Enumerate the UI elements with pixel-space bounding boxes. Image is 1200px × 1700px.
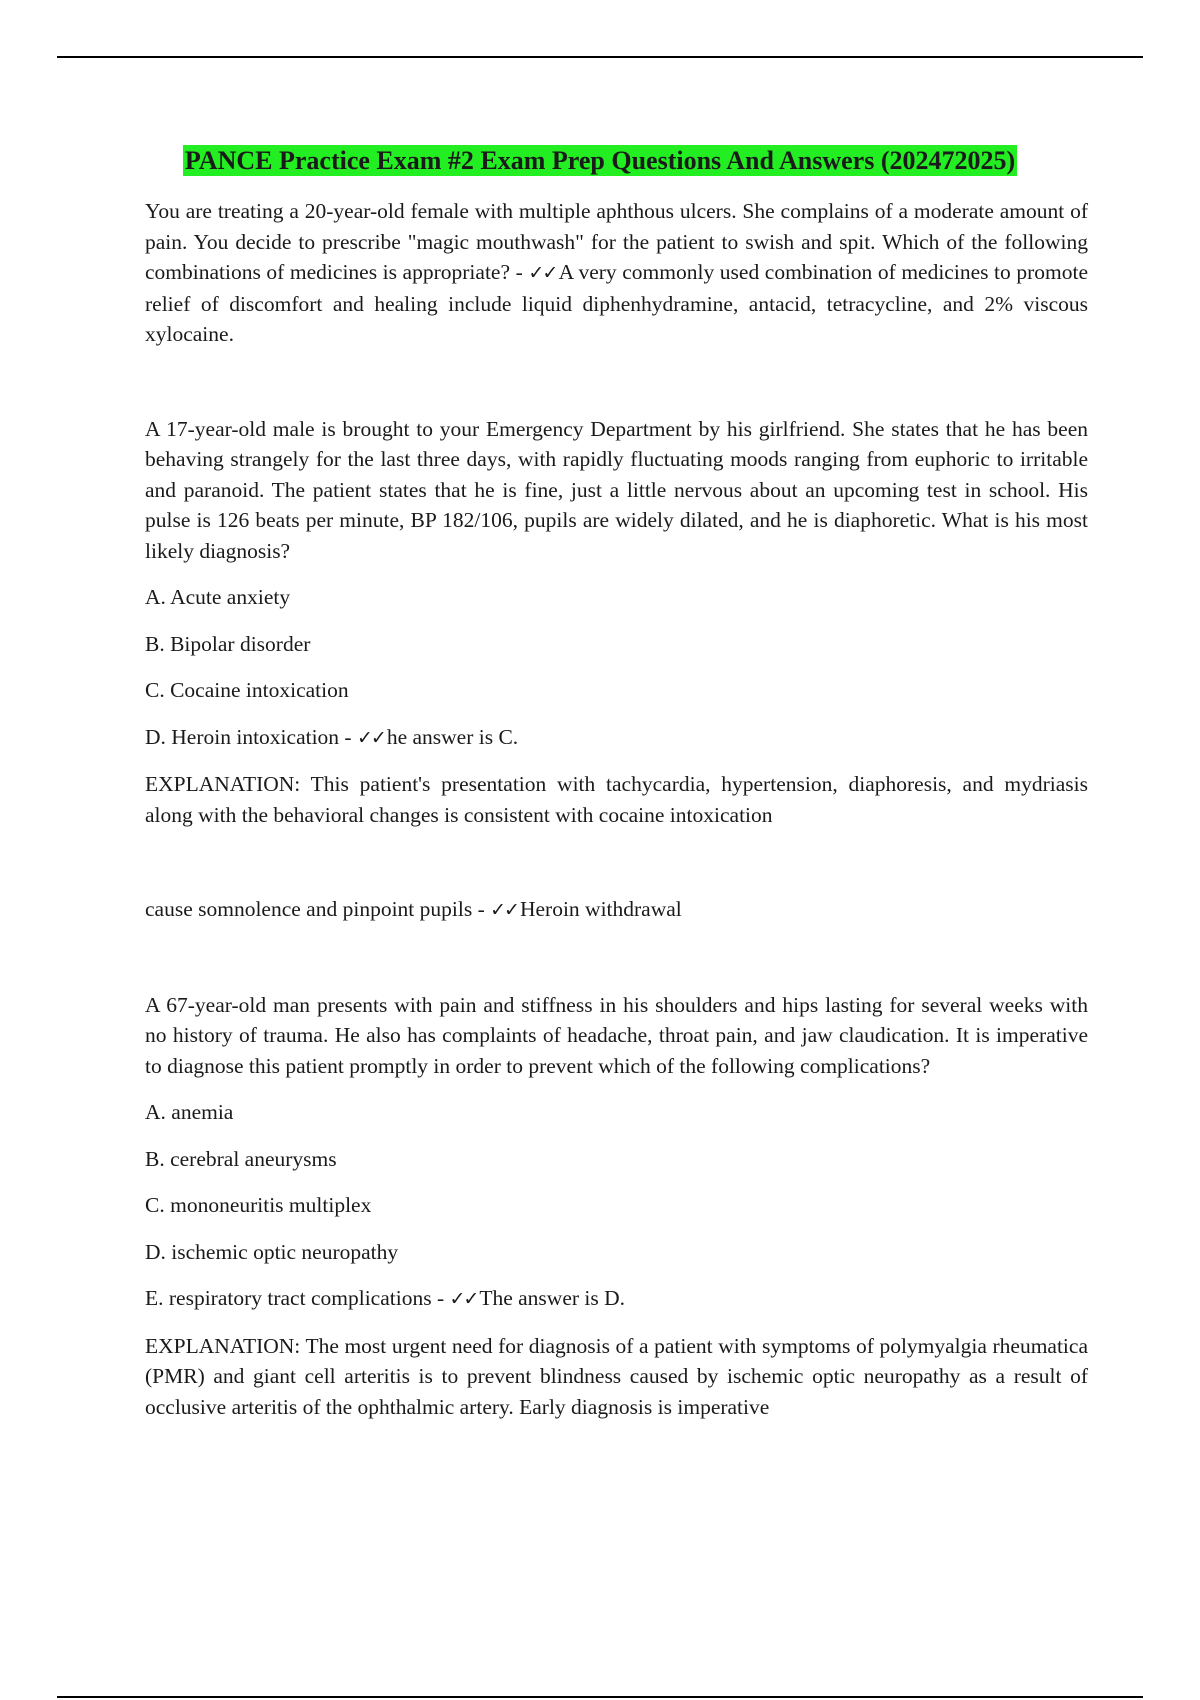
question-4-option-c: C. mononeuritis multiplex (145, 1193, 372, 1217)
question-4-text: A 67-year-old man presents with pain and stiffness in his shoulders and hips lasting for several weeks with no history of trauma. He also has complaints of headache, throat pain, and jaw claudication. It is imperative to diagnose this patient promptly in order to prevent which of the following complications? (145, 992, 1088, 1078)
document-body (145, 196, 1088, 1422)
check-mark-icon: ✓✓ (490, 899, 518, 921)
question-3-text: cause somnolence and pinpoint pupils - (145, 897, 491, 921)
check-mark-icon: ✓✓ (528, 262, 557, 284)
question-2-option-d-text: D. Heroin intoxication - (145, 724, 357, 749)
question-4-explanation: EXPLANATION: The most urgent need for diagnosis of a patient with symptoms of polymyalgia rheumatica (PMR) and giant cell arteritis is to prevent blindness caused by ischemic optic neuropathy as a result of occlusive arteritis of the ophthalmic artery. Early diagnosis is imperative (145, 1333, 1088, 1419)
question-1-answer: A very commonly used combination of medicines to promote relief of discomfort and healing include liquid diphenhydramine, antacid, tetracycline, and 2% viscous xylocaine. (145, 260, 1089, 346)
top-rule (57, 56, 1143, 58)
question-1-text: You are treating a 20-year-old female with multiple aphthous ulcers. She complains of a moderate amount of pain. You decide to prescribe "magic mouthwash" for the patient to swish and spit. Which of the following combinations of medicines is appropriate? - (145, 199, 1088, 284)
question-4-option-e-text: E. respiratory tract complications - (145, 1286, 450, 1310)
question-2-explanation: EXPLANATION: This patient's presentation with tachycardia, hypertension, diaphoresis, and mydriasis along with the behavioral changes is consistent with cocaine intoxication (145, 772, 1088, 827)
question-4-option-e (145, 1283, 1088, 1315)
question-4 (145, 990, 1088, 1082)
bottom-rule (57, 1696, 1143, 1698)
question-4-option-a: A. anemia (145, 1100, 234, 1124)
title-wrap (0, 145, 1200, 176)
question-4-answer: The answer is D. (479, 1286, 626, 1310)
question-2 (145, 414, 1088, 567)
question-2-option-a: A. Acute anxiety (145, 585, 291, 609)
question-2-answer: he answer is C. (386, 724, 519, 749)
question-1 (145, 196, 1088, 350)
check-mark-icon: ✓✓ (449, 1288, 478, 1310)
page-title: PANCE Practice Exam #2 Exam Prep Questions And Answers (202472025) (184, 146, 1016, 175)
question-4-option-d: D. ischemic optic neuropathy (145, 1239, 399, 1264)
check-mark-icon: ✓✓ (356, 726, 385, 749)
question-2-option-d (145, 722, 1088, 754)
question-2-option-b: B. Bipolar disorder (145, 631, 311, 656)
question-3 (145, 894, 1088, 926)
question-3-answer: Heroin withdrawal (519, 897, 682, 921)
question-2-option-c: C. Cocaine intoxication (145, 678, 349, 702)
question-2-text: A 17-year-old male is brought to your Emergency Department by his girlfriend. She states that he has been behaving strangely for the last three days, with rapidly fluctuating moods ranging from euphoric to irritable and paranoid. The patient states that he is fine, just a little nervous about an upcoming test in school. His pulse is 126 beats per minute, BP 182/106, pupils are widely dilated, and he is diaphoretic. What is his most likely diagnosis? (145, 416, 1088, 563)
question-4-option-b: B. cerebral aneurysms (145, 1146, 337, 1171)
